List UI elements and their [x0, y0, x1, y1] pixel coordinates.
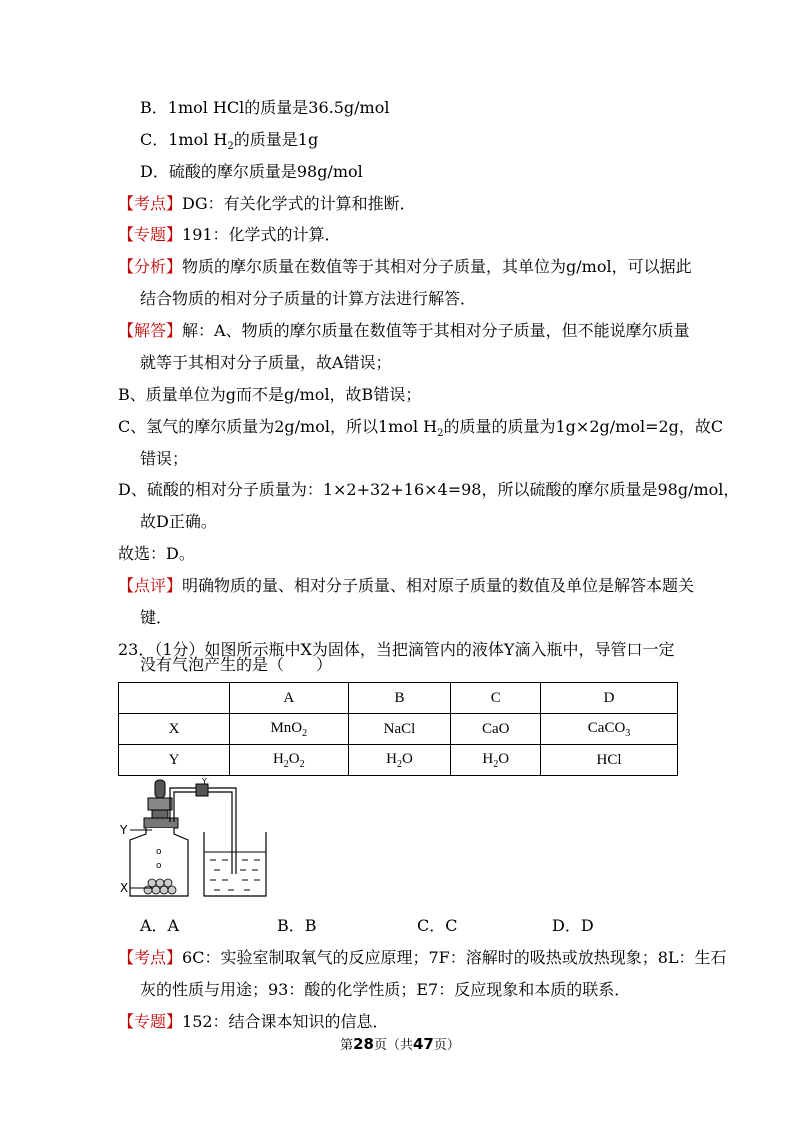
- jieda-tag: 【解答】: [118, 321, 183, 340]
- table-cell: C: [451, 683, 541, 714]
- kaodian-tag: 【考点】: [118, 948, 183, 967]
- solid-particles: [144, 879, 176, 894]
- label-valve: Y: [202, 778, 207, 786]
- table-cell: MnO$_2$: [230, 714, 349, 745]
- question-23: 23．（1分）如图所示瓶中X为固体，当把滴管内的液体Y滴入瓶中，导管口一定: [118, 640, 675, 659]
- zhuanti-tag: 【专题】: [118, 225, 183, 244]
- jieda-line-8: 故选：D。: [118, 544, 195, 563]
- table-cell: $H_2O$: [348, 745, 451, 776]
- jieda-line-5: 错误；: [140, 449, 189, 468]
- jieda: 【解答】解：A、物质的摩尔质量在数值等于其相对分子质量，但不能说摩尔质量: [118, 321, 690, 340]
- option-c-prev: C．1mol $H_2$的质量是1g: [140, 130, 319, 153]
- answer-d: D．D: [552, 916, 594, 935]
- table-cell: Y: [119, 745, 230, 776]
- dianping-line-2: 键．: [140, 608, 173, 627]
- fenxi-tag: 【分析】: [118, 257, 183, 276]
- answer-c: C．C: [417, 916, 458, 935]
- table-cell: X: [119, 714, 230, 745]
- table-cell: HCl: [541, 745, 678, 776]
- answer-b: B．B: [277, 916, 317, 935]
- answer-a: A．A: [140, 916, 180, 935]
- svg-text:o: o: [156, 861, 162, 871]
- kaodian-2: 【考点】6C：实验室制取氧气的反应原理；7F：溶解时的吸热或放热现象；8L：生石: [118, 948, 727, 967]
- option-b-prev: B．1mol HCl的质量是36.5g/mol: [140, 98, 390, 117]
- kaodian-2-line-2: 灰的性质与用途；93：酸的化学性质；E7：反应现象和本质的联系．: [140, 980, 631, 999]
- label-x: X: [120, 881, 129, 895]
- table-row-x: [119, 714, 678, 745]
- zhuanti-1: 【专题】191：化学式的计算．: [118, 225, 341, 244]
- table-cell: [119, 683, 230, 714]
- jieda-line-2: 就等于其相对分子质量，故A错误；: [140, 353, 392, 372]
- table-row-y: [119, 745, 678, 776]
- table-cell: A: [230, 683, 349, 714]
- svg-text:o: o: [156, 847, 162, 857]
- zhuanti-2: 【专题】152：结合课本知识的信息．: [118, 1012, 389, 1031]
- jieda-line-7: 故D正确。: [140, 512, 217, 531]
- table-cell: $H_2O_2$: [230, 745, 349, 776]
- question-table: [118, 682, 678, 776]
- dianping: 【点评】明确物质的量、相对分子质量、相对原子质量的数值及单位是解答本题关: [118, 576, 695, 595]
- label-y: Y: [120, 823, 128, 837]
- kaodian-1: 【考点】DG：有关化学式的计算和推断．: [118, 194, 416, 213]
- apparatus-figure: [118, 778, 278, 900]
- table-cell: B: [348, 683, 451, 714]
- dianping-tag: 【点评】: [118, 576, 183, 595]
- table-cell: D: [541, 683, 678, 714]
- fenxi-line-2: 结合物质的相对分子质量的计算方法进行解答．: [140, 289, 477, 308]
- jieda-line-4: C、氢气的摩尔质量为2g/mol，所以1mol $H_2$的质量的质量为1g×2g/mol=2g，故C: [118, 417, 724, 440]
- zhuanti-tag: 【专题】: [118, 1012, 183, 1031]
- jieda-line-6: D、硫酸的相对分子质量为：1×2+32+16×4=98，所以硫酸的摩尔质量是98g/mol，: [118, 480, 740, 499]
- table-cell: $H_2O$: [451, 745, 541, 776]
- table-cell: CaCO$_3$: [541, 714, 678, 745]
- jieda-line-3: B、质量单位为g而不是g/mol，故B错误；: [118, 385, 422, 404]
- table-cell: CaO: [451, 714, 541, 745]
- option-d-prev: D．硫酸的摩尔质量是98g/mol: [140, 162, 363, 181]
- fenxi: 【分析】物质的摩尔质量在数值等于其相对分子质量，其单位为g/mol，可以据此: [118, 257, 692, 276]
- table-header-row: [119, 683, 678, 714]
- kaodian-tag: 【考点】: [118, 194, 183, 213]
- question-23-line-2: 没有气泡产生的是（ ）: [140, 655, 333, 674]
- page-footer: 第28页（共47页）: [340, 1035, 460, 1053]
- table-cell: NaCl: [348, 714, 451, 745]
